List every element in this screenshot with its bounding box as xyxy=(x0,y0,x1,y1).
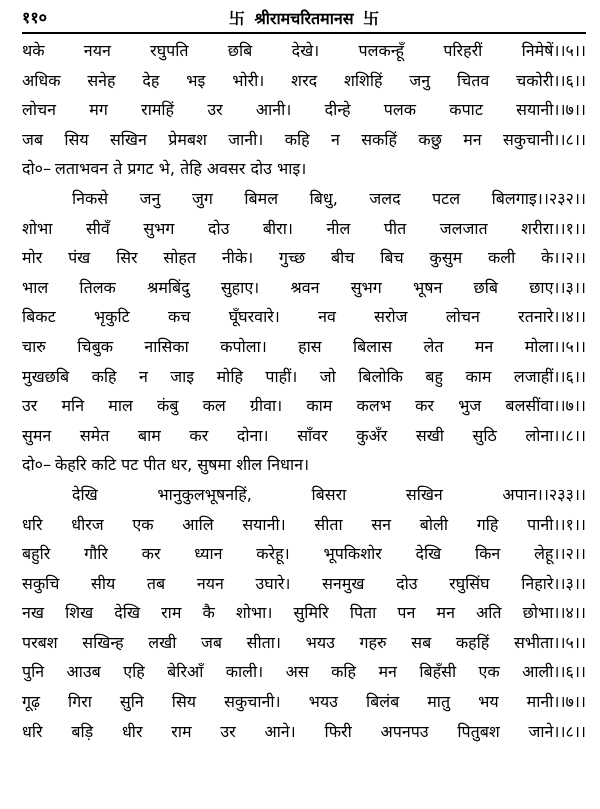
verse-text: बहुरि गौरि कर ध्यान करेहू। भूपकिशोर देखि किन लेहू।।२।। xyxy=(22,544,586,564)
doha-second-line xyxy=(22,480,586,510)
verse-text: लताभवन ते प्रगट भे, तेहि अवसर दोउ भाइ। xyxy=(54,159,307,179)
chaupai-line xyxy=(22,391,586,421)
verse-text: सकुचि सीय तब नयन उघारे। सनमुख दोउ रघुसिंघ निहारे।।३।। xyxy=(22,573,586,593)
verse-text: भाल तिलक श्रमबिंदु सुहाए। श्रवन सुभग भूषन छबि छाए।।३।। xyxy=(22,277,586,297)
chaupai-line xyxy=(22,36,586,66)
doha-first-line xyxy=(22,450,586,480)
chaupai-line xyxy=(22,243,586,273)
doha-label: दो०– xyxy=(22,455,51,475)
swastika-ornament-left: 卐 xyxy=(228,9,245,28)
doha-label: दो०– xyxy=(22,159,51,179)
running-title xyxy=(22,6,586,29)
chaupai-line xyxy=(22,657,586,687)
chaupai-line xyxy=(22,125,586,155)
chaupai-line xyxy=(22,362,586,392)
verse-text: नख शिख देखि राम कै शोभा। सुमिरि पिता पन मन अति छोभा।।४।। xyxy=(22,603,586,623)
chaupai-line xyxy=(22,302,586,332)
verse-text: सुमन समेत बाम कर दोना। साँवर कुअँर सखी सुठि लोना।।८।। xyxy=(22,425,586,445)
doha-second-line xyxy=(22,184,586,214)
chaupai-line xyxy=(22,687,586,717)
chaupai-line xyxy=(22,421,586,451)
verse-text: उर मनि माल कंबु कल ग्रीवा। काम कलभ कर भुज बलसींवा।।७।। xyxy=(22,396,586,416)
swastika-ornament-right: 卐 xyxy=(363,9,380,28)
verse-text: निकसे जनु जुग बिमल बिधु, जलद पटल बिलगाइ।।२३२।। xyxy=(72,188,586,208)
chaupai-line xyxy=(22,628,586,658)
verse-text: थके नयन रघुपति छबि देखे। पलकन्हूँ परिहरीं निमेषें।।५।। xyxy=(22,41,586,60)
chaupai-line xyxy=(22,539,586,569)
chaupai-line xyxy=(22,332,586,362)
verse-text: बिकट भृकुटि कच घूँघरवारे। नव सरोज लोचन रतनारे।।४।। xyxy=(22,307,586,327)
chaupai-line xyxy=(22,569,586,599)
verse-text: देखि भानुकुलभूषनहिं, बिसरा सखिन अपान।।२३३।। xyxy=(72,484,586,504)
verse-text: मोर पंख सिर सोहत नीके। गुच्छ बीच बिच कुसुम कली के।।२।। xyxy=(22,248,586,268)
verse-text: गूढ़ गिरा सुनि सिय सकुचानी। भयउ बिलंब मातु भय मानी।।७।। xyxy=(22,692,586,712)
chaupai-line xyxy=(22,717,586,747)
verse-text: पुनि आउब एहि बेरिआँ काली। अस कहि मन बिहँसी एक आली।।६।। xyxy=(22,662,586,682)
verse-text: मुखछबि कहि न जाइ मोहि पाहीं। जो बिलोकि बहु काम लजाहीं।।६।। xyxy=(22,366,586,386)
verse-text: धरि धीरज एक आलि सयानी। सीता सन बोली गहि पानी।।१।। xyxy=(22,514,586,534)
verse-text: अधिक सनेह देह भइ भोरी। शरद शशिहिं जनु चितव चकोरी।।६।। xyxy=(22,70,586,90)
chaupai-line xyxy=(22,95,586,125)
book-title: श्रीरामचरितमानस xyxy=(254,9,354,28)
verse-text: लोचन मग रामहिं उर आनी। दीन्हे पलक कपाट सयानी।।७।। xyxy=(22,100,586,120)
verse-text: धरि बड़ि धीर राम उर आने। फिरी अपनपउ पितुबश जाने।।८।। xyxy=(22,721,586,741)
chaupai-line xyxy=(22,214,586,244)
chaupai-line xyxy=(22,598,586,628)
verse-text: चारु चिबुक नासिका कपोला। हास बिलास लेत मन मोला।।५।। xyxy=(22,336,586,356)
verse-text: परबश सखिन्ह लखी जब सीता। भयउ गहरु सब कहहिं सभीता।।५।। xyxy=(22,632,586,652)
chaupai-line xyxy=(22,66,586,96)
page-header xyxy=(22,0,586,34)
page-number: ११० xyxy=(22,8,47,27)
verse-lines xyxy=(22,36,586,746)
verse-text: केहरि कटि पट पीत धर, सुषमा शील निधान। xyxy=(54,455,310,475)
verse-text: जब सिय सखिन प्रेमबश जानी। कहि न सकहिं कछु मन सकुचानी।।८।। xyxy=(22,129,586,149)
verse-text: शोभा सीवँ सुभग दोउ बीरा। नील पीत जलजात शरीरा।।१।। xyxy=(22,218,586,238)
chaupai-line xyxy=(22,273,586,303)
chaupai-line xyxy=(22,510,586,540)
doha-first-line xyxy=(22,154,586,184)
